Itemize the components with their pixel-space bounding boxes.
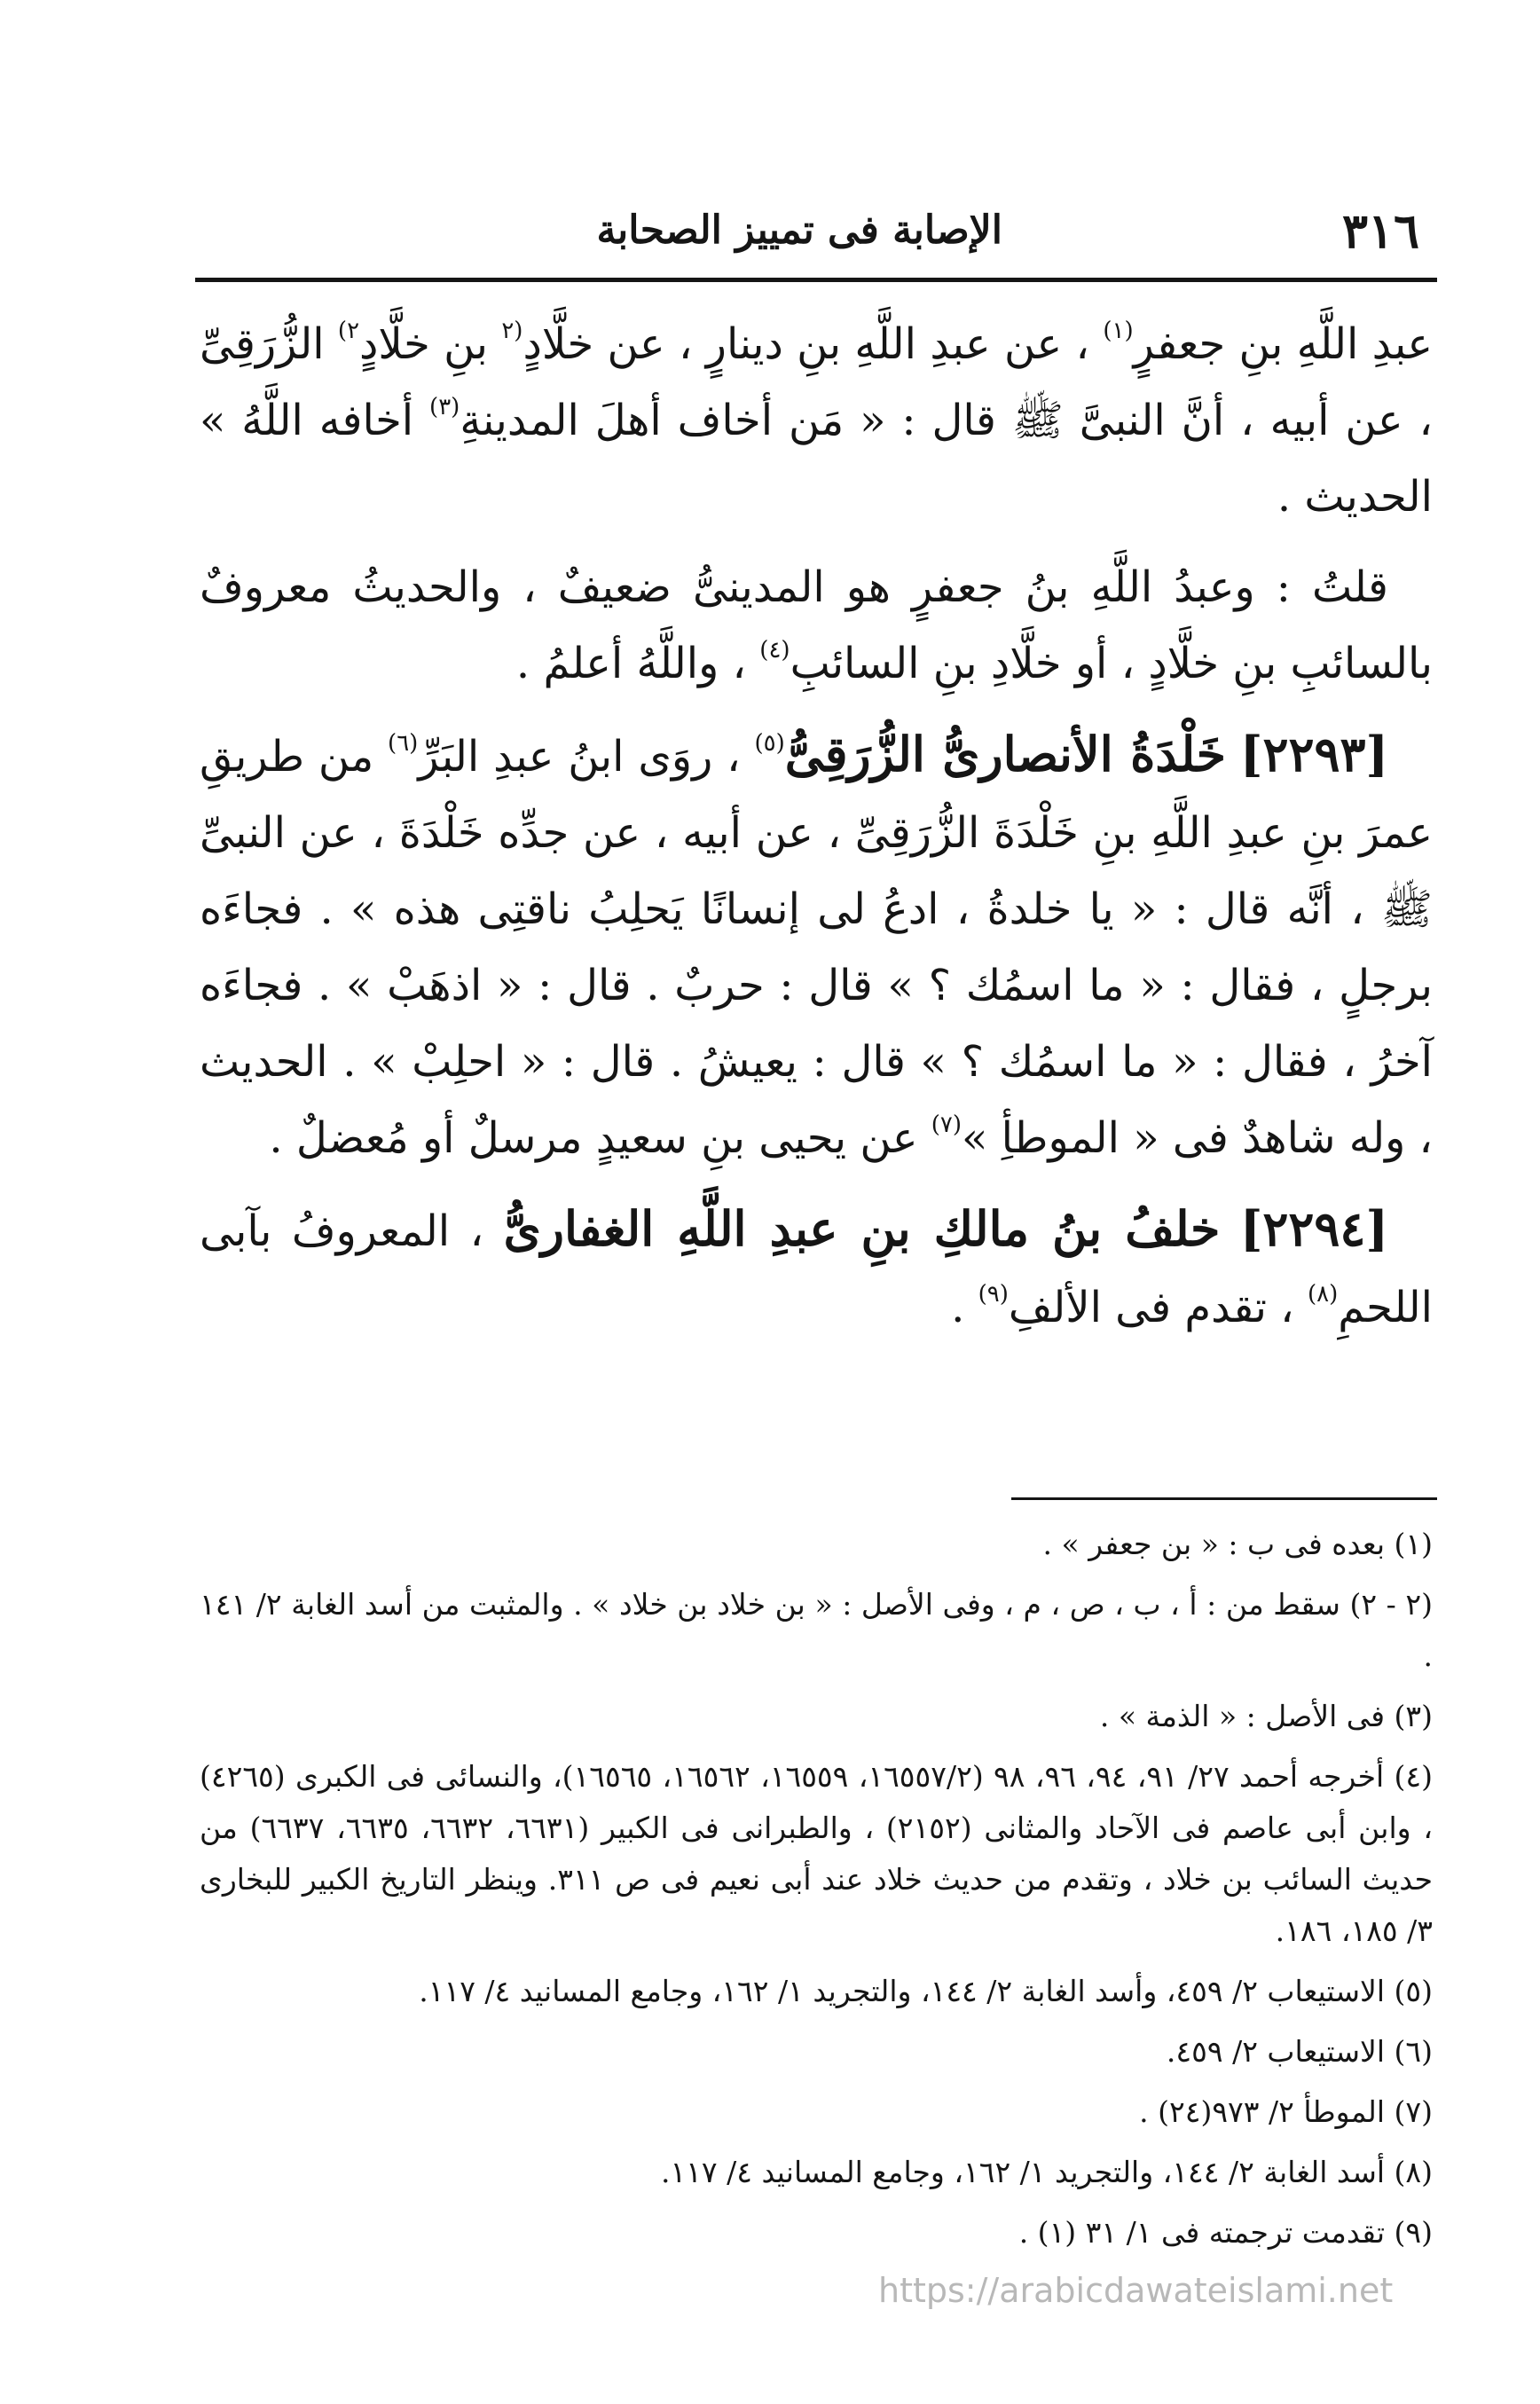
text-run: أخافه اللَّهُ » الحديث .: [200, 396, 1433, 522]
text-run: قلتُ : وعبدُ اللَّهِ بنُ جعفرٍ هو المدينىُّ ضعيفٌ ، والحديثُ معروفٌ بالسائبِ بنِ خلَّادٍ ، أو خلَّادِ بنِ السائبِ: [200, 562, 1433, 688]
footnote-ref[interactable]: (٧): [931, 1112, 962, 1138]
footnote: (٦) الاستيعاب ٢/ ٤٥٩.: [1166, 2034, 1433, 2069]
footnotes: [200, 1519, 1433, 2267]
footnote-ref[interactable]: (٩): [978, 1281, 1009, 1308]
footnote: (١) بعده فى ب : « بن جعفر » .: [1042, 1527, 1433, 1561]
header-rule: [195, 278, 1437, 282]
entry-name: خَلْدَةُ الأنصارىُّ الزُّرَقِىُّ: [784, 726, 1227, 782]
footnote-ref[interactable]: (٥): [754, 730, 785, 757]
text-run: بنِ خلَّادٍ: [359, 319, 502, 369]
text-run: ، المعروفُ بآبى اللحمِ: [200, 1206, 1433, 1332]
text-run: ، واللَّهُ أعلمُ .: [515, 639, 760, 688]
text-run: .: [951, 1283, 978, 1332]
footnote-ref[interactable]: (٣): [429, 394, 460, 420]
main-text: [200, 306, 1433, 1360]
footnote-ref[interactable]: ٢): [337, 318, 360, 344]
footnote: (٧) الموطأ ٢/ ٩٧٣(٢٤) .: [1139, 2094, 1433, 2129]
footnote-ref[interactable]: (١): [1103, 318, 1134, 344]
text-run: عن يحيى بنِ سعيدٍ مرسلٌ أو مُعضلٌ .: [269, 1113, 931, 1163]
entry-name: خلفُ بنُ مالكِ بنِ عبدِ اللَّهِ الغفارىُّ: [503, 1200, 1221, 1257]
text-run: ، عن عبدِ اللَّهِ بنِ دينارٍ ، عن خلَّادٍ: [522, 319, 1104, 369]
paragraph-2: [200, 549, 1433, 702]
text-run: الزُّرَقِىِّ ، عن أبيه ، أنَّ النبىَّ ﷺ قال : « مَن أخاف أهلَ المدينةِ: [200, 319, 1433, 445]
footnote-ref[interactable]: (٤): [759, 637, 790, 664]
footnote-separator: [1011, 1497, 1437, 1500]
footnote-ref[interactable]: (٨): [1307, 1281, 1339, 1308]
watermark-url: https://arabicdawateislami.net: [878, 2271, 1394, 2310]
entry-number: [٢٢٩٣]: [1239, 726, 1389, 782]
footnote: (٤) أخرجه أحمد ٢٧/ ٩١، ٩٤، ٩٦، ٩٨ (١٦٥٥٧/٢، ١٦٥٥٩، ١٦٥٦٢، ١٦٥٦٥)، والنسائى فى الكبرى (٤٢٦٥) ، وابن أبى عاصم فى الآحاد والمثانى (٢١٥٢) ، والطبرانى فى الكبير (٦٦٣١، ٦٦٣٢، ٦٦٣٥، ٦٦٣٧) من حديث السائب بن خلاد ، وتقدم من حديث خلاد عند أبى نعيم فى ص ٣١١. وينظر التاريخ الكبير للبخارى ٣/ ١٨٥، ١٨٦.: [200, 1759, 1434, 1948]
text-run: ، روَى ابنُ عبدِ البَرِّ: [418, 732, 755, 782]
text-run: من طريقِ عمرَ بنِ عبدِ اللَّهِ بنِ خَلْدَةَ الزُّرَقِىِّ ، عن أبيه ، عن جدِّه خَلْدَةَ ، عن النبىِّ ﷺ ، أنَّه قال : « يا خلدةُ ، ادعُ لى إنسانًا يَحلِبُ ناقتِى هذه » . فجاءَه برجلٍ ، فقال : « ما اسمُك ؟ » قال : حربٌ . قال : « اذهَبْ » . فجاءَه آخرُ ، فقال : « ما اسمُك ؟ » قال : يعيشُ . قال : « احلِبْ » . الحديث ، وله شاهدٌ فى « الموطأِ »: [200, 732, 1433, 1163]
page-number: ٣١٦: [1341, 202, 1419, 259]
paragraph-1: [200, 306, 1433, 535]
running-title: الإصابة فى تمييز الصحابة: [596, 208, 1002, 253]
entry-number: [٢٢٩٤]: [1239, 1200, 1388, 1257]
text-run: ، تقدم فى الألفِ: [1008, 1283, 1308, 1332]
footnote-ref[interactable]: (٦): [388, 730, 419, 757]
footnote: (٢ - ٢) سقط من : أ ، ب ، ص ، م ، وفى الأصل : « بن خلاد بن خلاد » . والمثبت من أسد الغابة ٢/ ١٤١ .: [200, 1587, 1433, 1673]
page-header: [195, 195, 1437, 266]
footnote: (٩) تقدمت ترجمته فى ١/ ٣١ (١) .: [1018, 2215, 1433, 2250]
footnote: (٨) أسد الغابة ٢/ ١٤٤، والتجريد ١/ ١٦٢، وجامع المسانيد ٤/ ١١٧.: [660, 2155, 1433, 2189]
entry-2294: [200, 1190, 1433, 1346]
footnote-ref[interactable]: (٢: [501, 318, 523, 344]
footnote: (٥) الاستيعاب ٢/ ٤٥٩، وأسد الغابة ٢/ ١٤٤، والتجريد ١/ ١٦٢، وجامع المسانيد ٤/ ١١٧.: [419, 1974, 1433, 2008]
text-run: عبدِ اللَّهِ بنِ جعفرٍ: [1133, 319, 1433, 369]
entry-2293: [200, 716, 1433, 1176]
footnote: (٣) فى الأصل : « الذمة » .: [1099, 1699, 1433, 1733]
